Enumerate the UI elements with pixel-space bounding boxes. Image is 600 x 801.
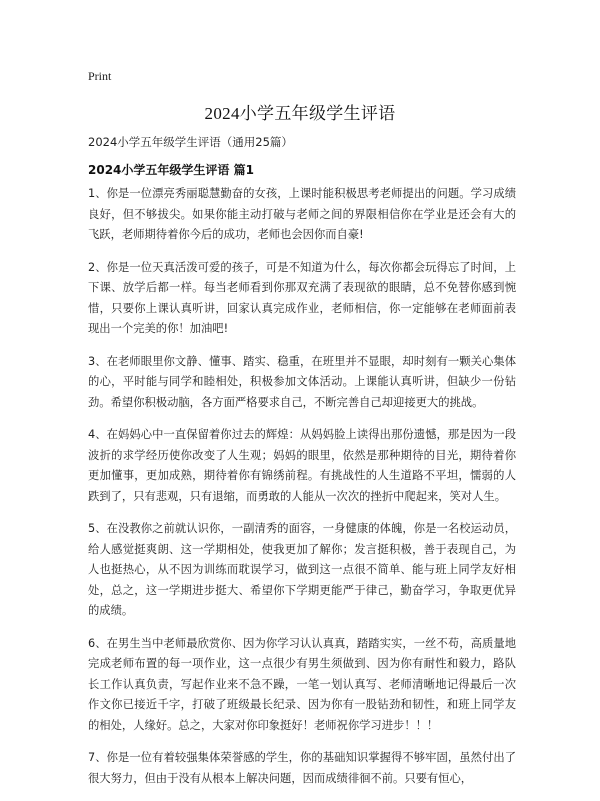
comment-paragraph-5: 5、在没教你之前就认识你，一副清秀的面容，一身健康的体魄，你是一名校运动员，给人感觉挺爽朗、这一学期相处，使我更加了解你；发言挺积极，善于表现自己，为人也挺热心，从不因为训练而耽误学习，做到这一点很不简单、能与班上同学友好相处，总之，这一学期进步挺大、希望你下学期更能严于律己，勤奋学习，争取更优异的成绩。 [88,522,516,617]
comment-paragraph-1: 1、你是一位漂亮秀丽聪慧勤奋的女孩，上课时能积极思考老师提出的问题。学习成绩良好，但不够拔尖。如果你能主动打破与老师之间的界限相信你在学业是还会有大的飞跃，老师期待着你今后的成功，老师也会因你而自豪! [88,187,516,241]
comment-paragraph-4: 4、在妈妈心中一直保留着你过去的辉煌：从妈妈脸上读得出那份遗憾，那是因为一段波折的求学经历使你改变了人生观；妈妈的眼里，依然是那种期待的目光，期待着你更加懂事，更加成熟，期待着你有锦绣前程。有挑战性的人生道路不平坦，懦弱的人跌到了，只有悲观，只有退缩，而勇敢的人能从一次次的挫折中爬起来，笑对人生。 [88,428,516,503]
document-subtitle: 2024小学五年级学生评语（通用25篇） [88,135,293,149]
comment-paragraph-6: 6、在男生当中老师最欣赏你、因为你学习认认真真，踏踏实实，一丝不苟，高质量地完成老师布置的每一项作业，这一点很少有男生须做到、因为你有耐性和毅力，路队长工作认真负责，写起作业来不急不躁，一笔一划认真写、老师清晰地记得最后一次作文你已接近千字，打破了班级最长纪录、因为你有一股钻劲和韧性，和班上同学友的相处，人缘好。总之，大家对你印象挺好！老师祝你学习进步！！！ [88,636,516,732]
print-link[interactable]: Print [88,69,112,83]
comment-paragraph-7: 7、你是一位有着较强集体荣誉感的学生，你的基础知识掌握得不够牢固，虽然付出了很大努力，但由于没有从根本上解决问题，因而成绩徘徊不前。只要有恒心， [88,751,516,785]
comment-paragraph-2: 2、你是一位天真活泼可爱的孩子，可是不知道为什么，每次你都会玩得忘了时间，上下课、放学后都一样。每当老师看到你那双充满了表现欲的眼睛，总不免替你感到惋惜，只要你上课认真听讲，回家认真完成作业，老师相信，你一定能够在老师面前表现出一个完美的你！加油吧! [88,260,516,335]
section-heading: 2024小学五年级学生评语 篇1 [88,163,254,177]
comment-paragraph-3: 3、在老师眼里你文静、懂事、踏实、稳重，在班里并不显眼，却时刻有一颗关心集体的心，平时能与同学和睦相处，积极参加文体活动。上课能认真听讲，但缺少一份钻劲。希望你积极动脑，各方面严格要求自己，不断完善自己却迎接更大的挑战。 [88,354,516,409]
comment-list [88,184,516,801]
page-title: 2024小学五年级学生评语 [204,104,396,123]
